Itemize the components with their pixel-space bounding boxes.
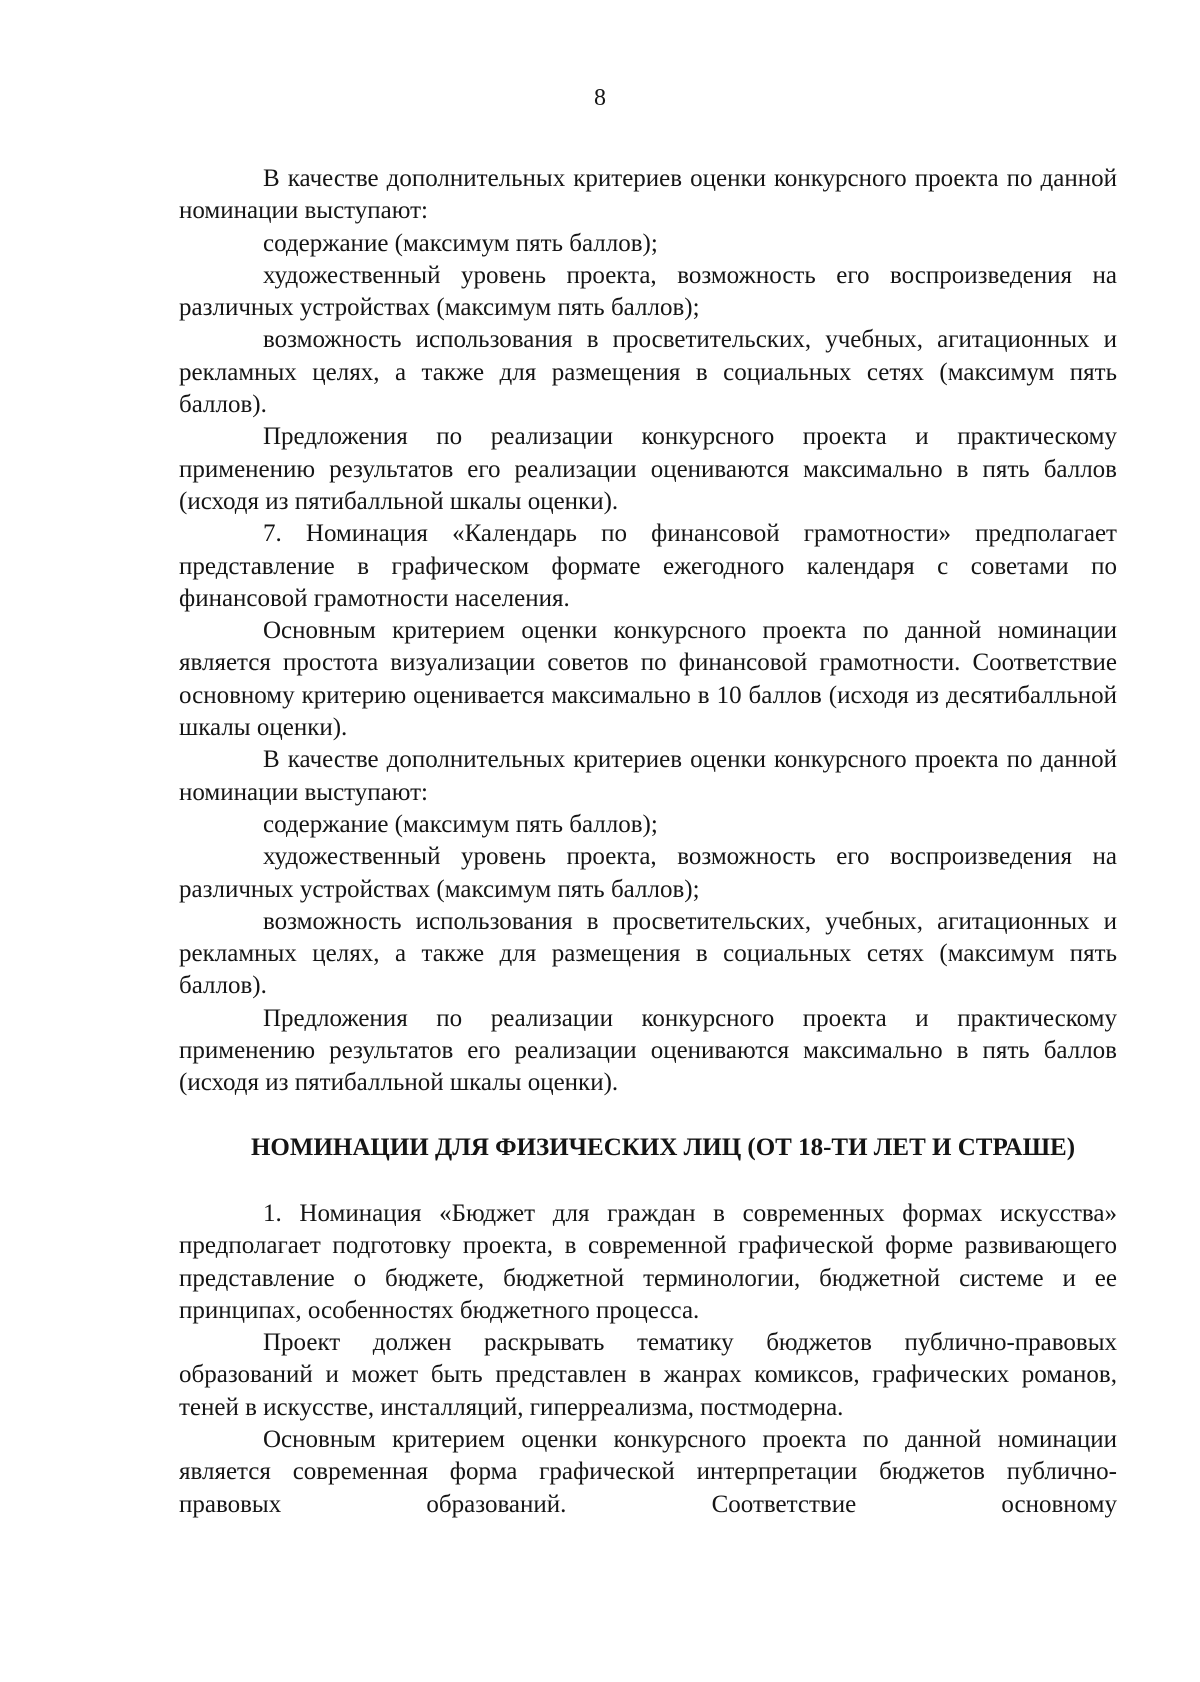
paragraph-criterion-content-2: содержание (максимум пять баллов); — [263, 810, 658, 838]
document-body — [179, 163, 1117, 1100]
paragraph-criterion-usage: возможность использования в просветительских, учебных, агитационных и рекламных целях, а также для размещения в социальных сетях (максимум пять баллов). — [179, 326, 1117, 419]
paragraph-proposals-scoring: Предложения по реализации конкурсного проекта и практическому применению результатов его реализации оцениваются максимально в пять баллов (исходя из пятибалльной шкалы оценки). — [179, 423, 1117, 515]
paragraph-criterion-artistic-level: художественный уровень проекта, возможность его воспроизведения на различных устройствах (максимум пять баллов); — [179, 261, 1117, 322]
paragraph-project-genres: Проект должен раскрывать тематику бюджетов публично-правовых образований и может быть представлен в жанрах комиксов, графических романов, теней в искусстве, инсталляций, гиперреализма, постмодерна. — [179, 1329, 1117, 1421]
paragraph-additional-criteria-intro: В качестве дополнительных критериев оценки конкурсного проекта по данной номинации выступают: — [179, 165, 1117, 225]
page-number: 8 — [594, 85, 606, 111]
paragraph-main-criterion-calendar: Основным критерием оценки конкурсного проекта по данной номинации является простота визуализации советов по финансовой грамотности. Соответствие основному критерию оценивается максимально в 10 баллов (исходя из десятибалльной шкалы оценки). — [179, 617, 1117, 742]
section-body — [179, 1198, 1117, 1521]
paragraph-main-criterion-budget-art: Основным критерием оценки конкурсного проекта по данной номинации является современная форма графической интерпретации бюджетов публично-правовых образований. Соответствие основному — [179, 1426, 1117, 1518]
paragraph-criterion-artistic-level-2: художественный уровень проекта, возможность его воспроизведения на различных устройствах (максимум пять баллов); — [179, 843, 1117, 903]
paragraph-proposals-scoring-2: Предложения по реализации конкурсного проекта и практическому применению результатов его реализации оцениваются максимально в пять баллов (исходя из пятибалльной шкалы оценки). — [179, 1004, 1117, 1097]
section-heading — [179, 1132, 1117, 1164]
paragraph-nomination-budget-art: 1. Номинация «Бюджет для граждан в современных формах искусства» предполагает подготовку проекта, в современной графической форме развивающего представление о бюджете, бюджетной терминологии, бюджетной системе и ее принципах, особенностях бюджетного процесса. — [179, 1200, 1117, 1324]
paragraph-nomination-calendar: 7. Номинация «Календарь по финансовой грамотности» предполагает представление в графическом формате ежегодного календаря с советами по финансовой грамотности населения. — [179, 520, 1117, 612]
paragraph-criterion-usage-2: возможность использования в просветительских, учебных, агитационных и рекламных целях, а также для размещения в социальных сетях (максимум пять баллов). — [179, 907, 1117, 1000]
paragraph-criterion-content: содержание (максимум пять баллов); — [263, 229, 658, 257]
paragraph-additional-criteria-intro-2: В качестве дополнительных критериев оценки конкурсного проекта по данной номинации выступают: — [179, 746, 1117, 806]
section-heading-text: НОМИНАЦИИ ДЛЯ ФИЗИЧЕСКИХ ЛИЦ (ОТ 18-ТИ ЛЕТ И СТРАШЕ) — [250, 1134, 1076, 1161]
